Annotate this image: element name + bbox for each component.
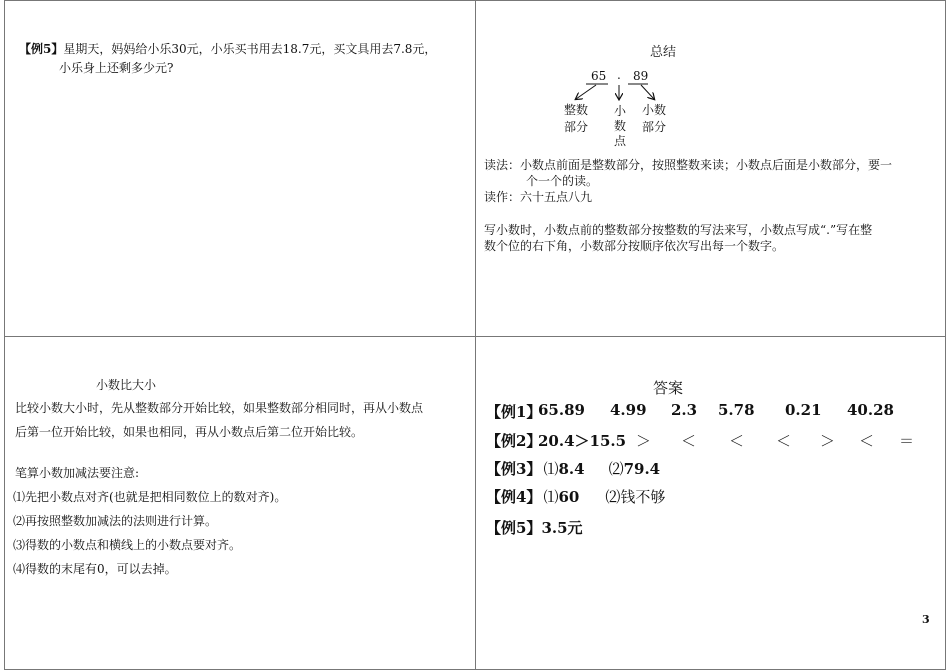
label-decimal-part: 小数 部分 — [642, 103, 667, 134]
answer-ex1-label: 【例1】 — [486, 403, 542, 421]
answer-ex2-first: 20.4＞15.5 — [538, 432, 627, 450]
answer-value: 0.21 — [785, 401, 822, 419]
comparison-symbol: ＞ — [636, 432, 652, 450]
note-item: ⑶得数的小数点和横线上的小数点要对齐。 — [13, 538, 242, 552]
comparison-symbol: ＜ — [776, 432, 792, 450]
label-integer-part: 整数 部分 — [564, 103, 589, 134]
diagram-arrows — [476, 1, 947, 161]
answer-ex3: 【例3】 ⑴8.4 ⑵79.4 — [486, 460, 661, 478]
answers-title: 答案 — [653, 379, 684, 397]
panel-example5 — [4, 0, 476, 337]
decimal-dot: . — [617, 68, 621, 82]
comparison-symbol: ＜ — [729, 432, 745, 450]
write-line1: 写小数时，小数点前的整数部分按整数的写法来写，小数点写成“.”写在整 — [484, 223, 873, 237]
compare-line1: 比较小数大小时，先从整数部分开始比较，如果整数部分相同时，再从小数点 — [15, 401, 424, 415]
comparison-symbol: ＜ — [681, 432, 697, 450]
answer-value: 40.28 — [847, 401, 894, 419]
panel-answers — [475, 336, 946, 670]
example5-label: 【例5】 — [19, 42, 64, 56]
comparison-symbol: ＜ — [859, 432, 875, 450]
summary-title: 总结 — [650, 45, 677, 60]
answer-value: 4.99 — [610, 401, 647, 419]
number-right: 89 — [633, 69, 649, 83]
answer-value: 2.3 — [671, 401, 698, 419]
compare-line2: 后第一位开始比较，如果也相同，再从小数点后第二位开始比较。 — [15, 425, 364, 439]
label-decimal-point: 小 数 点 — [614, 104, 627, 148]
read-method-line1: 读法：小数点前面是整数部分，按照整数来读；小数点后面是小数部分，要一 — [484, 158, 893, 172]
comparison-symbol: ＞ — [820, 432, 836, 450]
compare-title: 小数比大小 — [96, 378, 157, 392]
comparison-symbol: ＝ — [899, 432, 915, 450]
note-item: ⑷得数的末尾有0，可以去掉。 — [13, 562, 177, 576]
note-item: ⑵再按照整数加减法的法则进行计算。 — [13, 514, 218, 528]
answer-ex5: 【例5】3.5元 — [486, 519, 583, 537]
note-item: ⑴先把小数点对齐(也就是把相同数位上的数对齐)。 — [13, 490, 287, 504]
answer-ex4: 【例4】 ⑴60 ⑵钱不够 — [486, 488, 666, 506]
answer-ex2-label: 【例2】 — [486, 432, 542, 450]
answer-value: 65.89 — [538, 401, 585, 419]
answer-value: 5.78 — [718, 401, 755, 419]
example5-line2: 小乐身上还剩多少元? — [59, 61, 174, 75]
arrow-decimal — [641, 85, 654, 99]
read-method-line2: 个一个的读。 — [526, 174, 599, 188]
read-as: 读作：六十五点八九 — [484, 190, 593, 204]
number-left: 65 — [591, 69, 607, 83]
write-line2: 数个位的右下角，小数部分按顺序依次写出每一个数字。 — [484, 239, 785, 253]
example5-line1: 【例5】星期天，妈妈给小乐30元，小乐买书用去18.7元，买文具用去7.8元， — [19, 42, 437, 56]
page-number: 3 — [922, 613, 930, 626]
arrow-integer — [576, 85, 596, 99]
panel-compare — [4, 336, 476, 670]
note-title: 笔算小数加减法要注意: — [15, 466, 140, 480]
panel-summary — [475, 0, 946, 337]
